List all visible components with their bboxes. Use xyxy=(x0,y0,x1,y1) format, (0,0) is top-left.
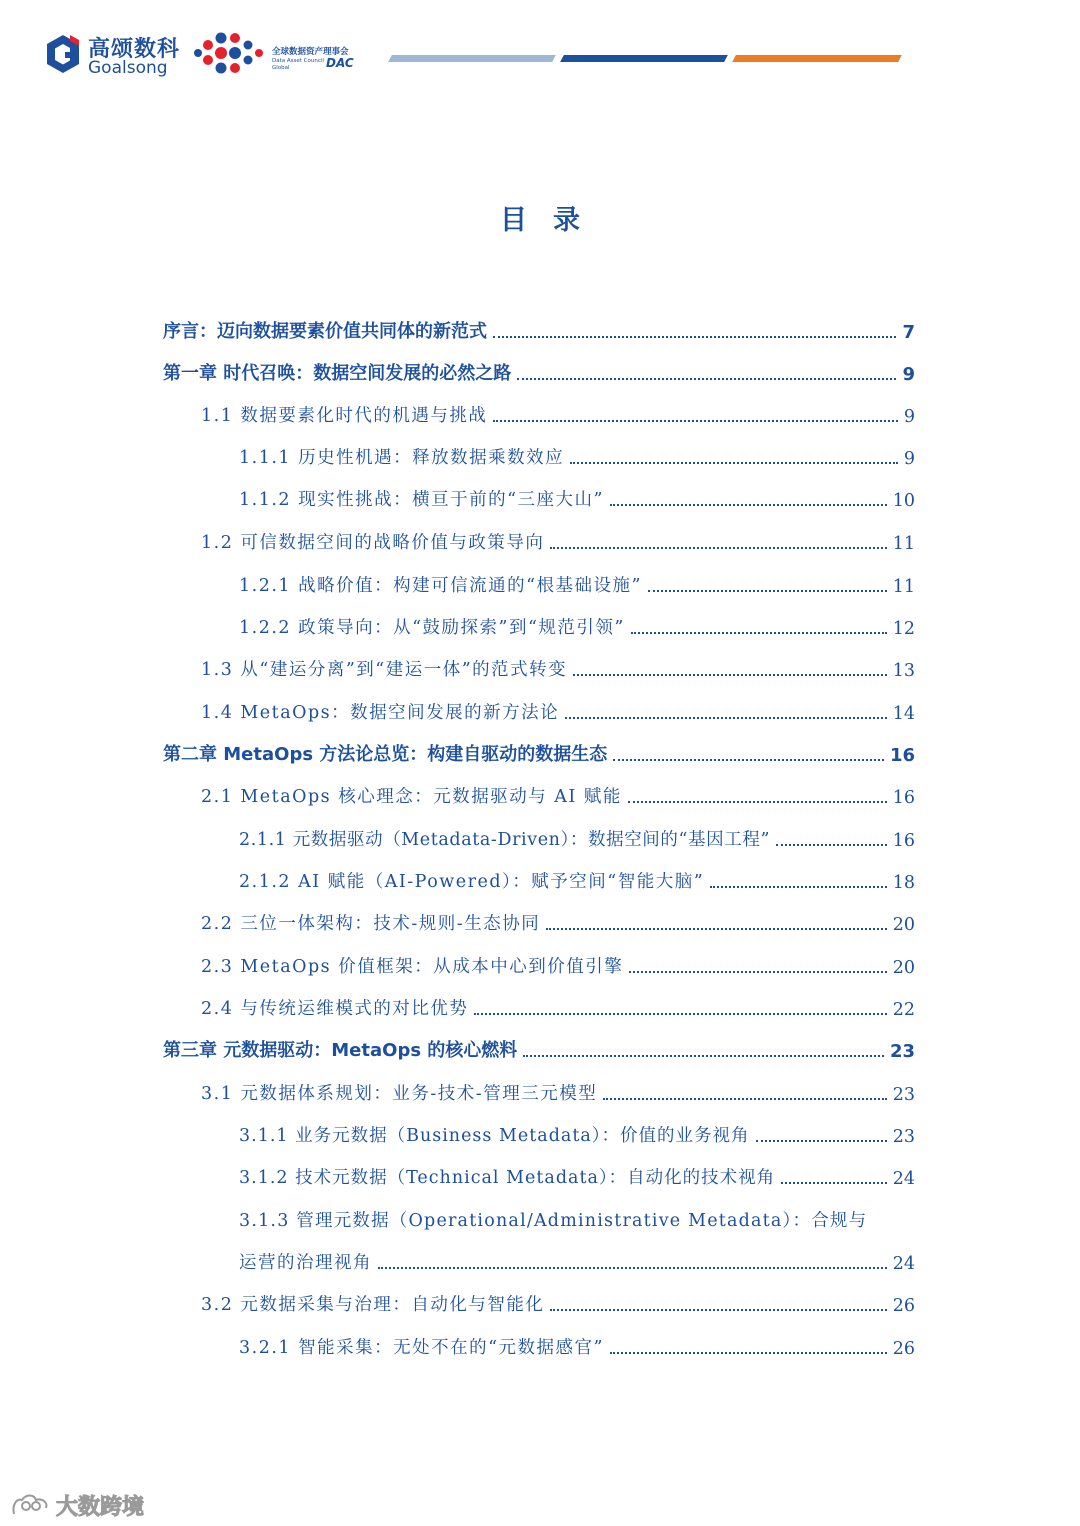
toc-entry-2-1-2[interactable] xyxy=(239,851,915,893)
toc-label: 1.1.1 历史性机遇：释放数据乘数效应 xyxy=(239,448,565,468)
toc-label: 3.2.1 智能采集：无处不在的“元数据感官” xyxy=(239,1338,604,1358)
toc-entry-3-1-3-line-2[interactable] xyxy=(239,1232,915,1274)
toc-entry-3-1-2[interactable] xyxy=(239,1147,915,1189)
toc-label: 第二章 MetaOps 方法论总览：构建自驱动的数据生态 xyxy=(163,744,608,765)
toc-entry-3-1-3-line-1[interactable] xyxy=(239,1190,915,1232)
toc-entry-3-1[interactable] xyxy=(201,1063,915,1105)
toc-page: 9 xyxy=(903,407,915,427)
toc-page: 11 xyxy=(892,534,915,554)
toc-leader xyxy=(573,673,887,676)
toc-label: 1.2.2 政策导向：从“鼓励探索”到“规范引领” xyxy=(239,618,625,638)
toc-page: 24 xyxy=(892,1254,915,1274)
toc-entry-1-2-2[interactable] xyxy=(239,597,915,639)
page-header xyxy=(0,0,1080,100)
toc-entry-3-2[interactable] xyxy=(201,1274,915,1316)
watermark xyxy=(10,1488,144,1522)
toc-entry-1-1[interactable] xyxy=(201,385,915,427)
toc-leader xyxy=(378,1266,887,1269)
header-bar-orange xyxy=(732,55,902,62)
toc-page: 23 xyxy=(892,1085,915,1105)
toc-label: 2.3 MetaOps 价值框架：从成本中心到价值引擎 xyxy=(201,957,624,977)
toc-leader xyxy=(517,377,896,380)
toc-leader xyxy=(570,461,898,464)
toc-label: 3.1.3 管理元数据（Operational/Administrative Metadata）：合规与 xyxy=(239,1211,868,1231)
toc-leader xyxy=(474,1012,886,1015)
toc-page: 24 xyxy=(892,1169,915,1189)
council-name-cn: 全球数据资产理事会 xyxy=(272,47,349,57)
toc-page: 14 xyxy=(892,704,915,724)
dac-logo-icon xyxy=(193,30,268,76)
toc-label: 1.2 可信数据空间的战略价值与政策导向 xyxy=(201,533,545,553)
toc-label: 2.1.1 元数据驱动（Metadata-Driven）：数据空间的“基因工程” xyxy=(239,830,770,850)
toc-leader xyxy=(493,419,897,422)
toc-label: 1.1.2 现实性挑战：横亘于前的“三座大山” xyxy=(239,490,604,510)
toc-leader xyxy=(493,335,896,338)
toc-leader xyxy=(648,589,887,592)
council-abbr: DAC xyxy=(326,56,354,70)
toc-leader xyxy=(781,1181,887,1184)
toc-leader xyxy=(628,800,887,803)
toc-entry-2-3[interactable] xyxy=(201,936,915,978)
toc-entry-2-1[interactable] xyxy=(201,766,915,808)
toc-entry-3-2-1[interactable] xyxy=(239,1317,915,1359)
toc-label: 2.1.2 AI 赋能（AI-Powered）：赋予空间“智能大脑” xyxy=(239,872,705,892)
toc-page: 26 xyxy=(892,1339,915,1359)
toc-entry-1-2[interactable] xyxy=(201,512,915,554)
toc-page: 16 xyxy=(889,745,915,766)
toc-entry-1-4[interactable] xyxy=(201,682,915,724)
toc-leader xyxy=(550,1308,886,1311)
toc-label: 3.1.1 业务元数据（Business Metadata）：价值的业务视角 xyxy=(239,1126,750,1146)
toc-entry-2-4[interactable] xyxy=(201,978,915,1020)
toc-page: 16 xyxy=(892,831,915,851)
toc-leader xyxy=(629,970,886,973)
toc-leader xyxy=(546,927,887,930)
toc-page: 10 xyxy=(892,491,915,511)
toc-entry-chapter-1[interactable] xyxy=(163,343,915,385)
goalsong-logo-icon xyxy=(44,33,82,75)
toc-label: 1.3 从“建运分离”到“建运一体”的范式转变 xyxy=(201,660,568,680)
toc-page: 9 xyxy=(903,449,915,469)
toc-page: 9 xyxy=(902,364,915,385)
header-bar-light-blue xyxy=(388,55,556,62)
toc-entry-1-1-2[interactable] xyxy=(239,469,915,511)
toc-label: 1.1 数据要素化时代的机遇与挑战 xyxy=(201,406,488,426)
toc-label: 第三章 元数据驱动：MetaOps 的核心燃料 xyxy=(163,1040,518,1061)
toc-leader xyxy=(710,885,887,888)
toc-leader xyxy=(550,546,886,549)
toc-entry-chapter-3[interactable] xyxy=(163,1020,915,1062)
toc-page: 20 xyxy=(892,915,915,935)
toc-entry-3-1-1[interactable] xyxy=(239,1105,915,1147)
toc-leader xyxy=(603,1097,887,1100)
toc-leader xyxy=(565,716,887,719)
toc-leader xyxy=(776,843,887,846)
header-bar-blue xyxy=(560,55,728,62)
toc-page: 12 xyxy=(892,619,915,639)
toc-entry-chapter-2[interactable] xyxy=(163,724,915,766)
brand-name-cn: 高颂数科 xyxy=(88,37,181,62)
toc-page: 23 xyxy=(892,1127,915,1147)
toc-leader xyxy=(613,758,884,761)
toc-label: 3.1.2 技术元数据（Technical Metadata）：自动化的技术视角 xyxy=(239,1168,776,1188)
council-name-en: Data Asset Council Global xyxy=(272,58,324,71)
toc-label: 1.2.1 战略价值：构建可信流通的“根基础设施” xyxy=(239,576,642,596)
toc-label: 3.2 元数据采集与治理：自动化与智能化 xyxy=(201,1295,545,1315)
watermark-text: 大数跨境 xyxy=(56,1494,145,1520)
toc-page: 13 xyxy=(892,661,915,681)
toc-entry-2-2[interactable] xyxy=(201,893,915,935)
toc-page: 26 xyxy=(892,1296,915,1316)
toc-leader xyxy=(523,1054,884,1057)
toc-entry-1-2-1[interactable] xyxy=(239,555,915,597)
toc-label: 2.4 与传统运维模式的对比优势 xyxy=(201,999,469,1019)
toc-label: 运营的治理视角 xyxy=(239,1253,372,1273)
toc-leader xyxy=(610,503,887,506)
toc-label: 2.2 三位一体架构：技术-规则-生态协同 xyxy=(201,914,541,934)
brand-name-en: Goalsong xyxy=(88,58,168,78)
page-title: 目录 xyxy=(500,205,606,236)
toc-label: 第一章 时代召唤：数据空间发展的必然之路 xyxy=(163,363,512,384)
toc-label: 序言：迈向数据要素价值共同体的新范式 xyxy=(163,321,487,342)
toc-entry-1-3[interactable] xyxy=(201,639,915,681)
toc-entry-preface[interactable] xyxy=(163,301,915,343)
toc-leader xyxy=(631,631,887,634)
toc-page: 22 xyxy=(892,1000,915,1020)
toc-page: 7 xyxy=(902,322,915,343)
toc-page: 11 xyxy=(892,577,915,597)
toc-page: 16 xyxy=(892,788,915,808)
watermark-logo-icon xyxy=(10,1490,52,1520)
toc-label: 3.1 元数据体系规划：业务-技术-管理三元模型 xyxy=(201,1084,598,1104)
toc-page: 18 xyxy=(892,873,915,893)
toc-page: 23 xyxy=(889,1041,915,1062)
toc-leader xyxy=(756,1139,887,1142)
toc-leader xyxy=(610,1351,887,1354)
toc-page: 20 xyxy=(892,958,915,978)
toc-entry-2-1-1[interactable] xyxy=(239,809,915,851)
toc-label: 2.1 MetaOps 核心理念：元数据驱动与 AI 赋能 xyxy=(201,787,622,807)
toc-label: 1.4 MetaOps：数据空间发展的新方法论 xyxy=(201,703,560,723)
toc-entry-1-1-1[interactable] xyxy=(239,427,915,469)
